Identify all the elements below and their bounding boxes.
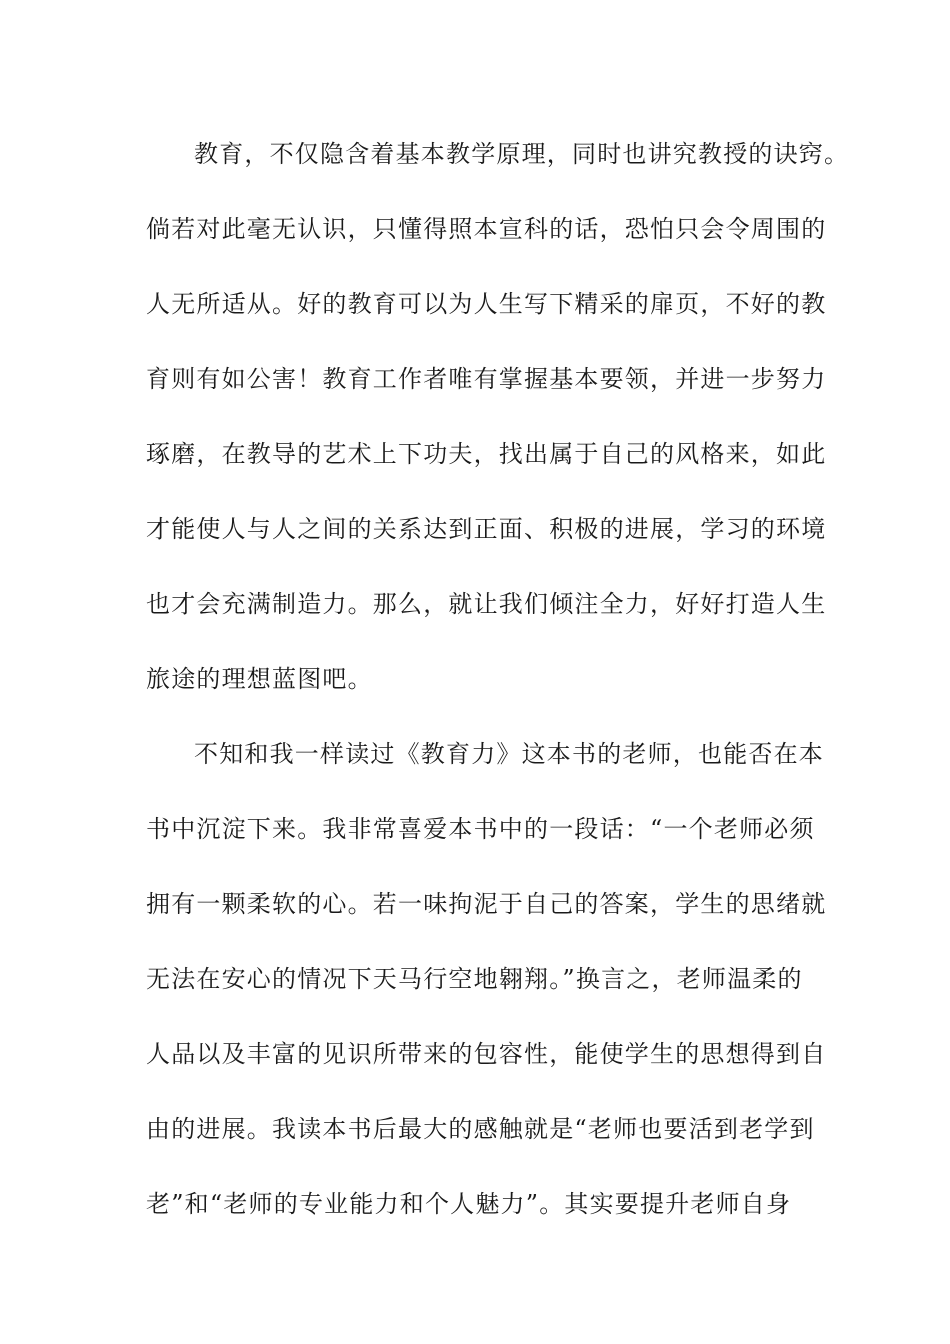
paragraph-1-line-3: 人无所适从。好的教育可以为人生写下精采的扉页，不好的教 — [146, 290, 827, 318]
paragraph-2-line-3: 拥有一颗柔软的心。若一味拘泥于自己的答案，学生的思绪就 — [146, 890, 827, 918]
paragraph-2-line-7: 老”和“老师的专业能力和个人魅力”。其实要提升老师自身 — [146, 1190, 792, 1218]
paragraph-1-line-4: 育则有如公害！教育工作者唯有掌握基本要领，并进一步努力 — [146, 365, 827, 393]
paragraph-1-line-2: 倘若对此毫无认识，只懂得照本宣科的话，恐怕只会令周围的 — [146, 215, 827, 243]
paragraph-1-line-8: 旅途的理想蓝图吧。 — [146, 665, 373, 693]
paragraph-2-line-4: 无法在安心的情况下天马行空地翱翔。”换言之，老师温柔的 — [146, 965, 803, 993]
paragraph-2-line-2: 书中沉淀下来。我非常喜爱本书中的一段话：“一个老师必须 — [146, 815, 815, 843]
paragraph-1-line-6: 才能使人与人之间的关系达到正面、积极的进展，学习的环境 — [146, 515, 827, 543]
paragraph-1-line-5: 琢磨，在教导的艺术上下功夫，找出属于自己的风格来，如此 — [146, 440, 827, 468]
paragraph-2-line-5: 人品以及丰富的见识所带来的包容性，能使学生的思想得到自 — [146, 1040, 827, 1068]
paragraph-1-line-1: 教育，不仅隐含着基本教学原理，同时也讲究教授的诀窍。 — [194, 140, 850, 168]
paragraph-2-line-1: 不知和我一样读过《教育力》这本书的老师，也能否在本 — [194, 740, 824, 768]
paragraph-1-line-7: 也才会充满制造力。那么，就让我们倾注全力，好好打造人生 — [146, 590, 827, 618]
paragraph-2-line-6: 由的进展。我读本书后最大的感触就是“老师也要活到老学到 — [146, 1115, 815, 1143]
